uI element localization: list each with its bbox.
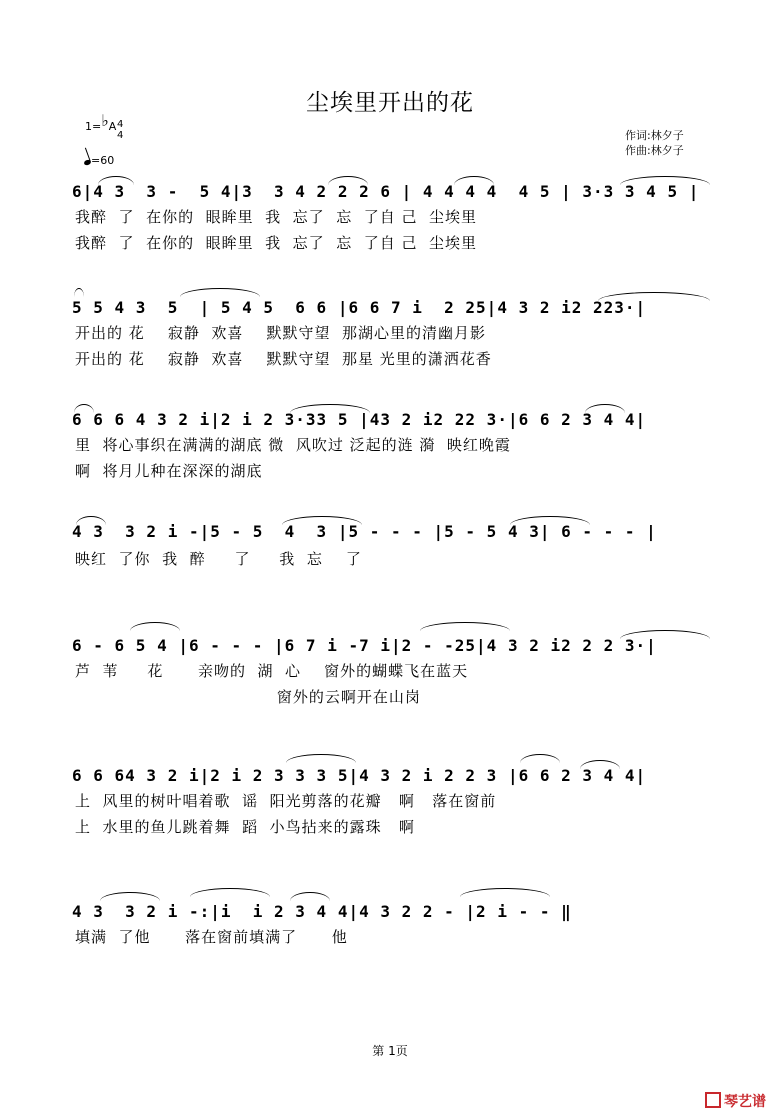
notation-line: 4 3 3 2 i -:|i i 2 3 4 4|4 3 2 2 - |2 i - - ‖: [72, 902, 572, 921]
composer: 作曲:林夕子: [625, 144, 684, 157]
notation-line: 6 6 64 3 2 i|2 i 2 3 3 3 5|4 3 2 i 2 2 3 |6 6 2 3 4 4|: [72, 766, 647, 785]
lyric-line: 开出的 花 寂静 欢喜 默默守望 那湖心里的清幽月影: [75, 324, 486, 342]
flat-symbol: ♭: [101, 111, 109, 130]
logo-icon: [705, 1092, 721, 1108]
notation-line: 6 - 6 5 4 |6 - - - |6 7 i -7 i|2 - -25|4 3 2 i2 2 2 3·|: [72, 636, 657, 655]
tempo-value: =60: [91, 154, 115, 167]
tempo-marking: [84, 154, 114, 167]
lyric-line: 映红 了你 我 醉 了 我 忘 了: [75, 550, 362, 568]
lyric-line: 我醉 了 在你的 眼眸里 我 忘了 忘 了自 己 尘埃里: [75, 208, 478, 226]
lyric-line: 里 将心事织在满满的湖底 微 风吹过 泛起的涟 漪 映红晚霞: [75, 436, 511, 454]
time-bottom: 4: [117, 130, 124, 141]
lyric-line: 啊 将月儿种在深深的湖底: [75, 462, 263, 480]
notation-line: 5 5 4 3 5 | 5 4 5 6 6 |6 6 7 i 2 25|4 3 2 i2 223·|: [72, 298, 647, 317]
time-top: 4: [117, 119, 124, 130]
notation-line: 4 3 3 2 i -|5 - 5 4 3 |5 - - - |5 - 5 4 3| 6 - - - |: [72, 522, 657, 541]
credits: [625, 128, 684, 158]
page-number: 第 1页: [372, 1044, 408, 1058]
lyric-line: 上 水里的鱼儿跳着舞 蹈 小鸟拈来的露珠 啊: [75, 818, 415, 836]
notation-line: 6|4 3 3 - 5 4|3 3 4 2 2 2 6 | 4 4 4 4 4 5 | 3·3 3 4 5 |: [72, 182, 700, 201]
lyric-line: 开出的 花 寂静 欢喜 默默守望 那星 光里的潇洒花香: [75, 350, 492, 368]
lyric-line: 我醉 了 在你的 眼眸里 我 忘了 忘 了自 己 尘埃里: [75, 234, 478, 252]
lyricist: 作词:林夕子: [625, 129, 684, 142]
lyric-line: 窗外的云啊开在山岗: [75, 688, 421, 706]
lyric-line: 填满 了他 落在窗前填满了 他: [75, 928, 348, 946]
site-logo: [705, 1090, 766, 1111]
key-letter: A: [108, 120, 117, 133]
key-label: 1=: [85, 120, 102, 133]
key-signature: [85, 111, 117, 133]
logo-text: 琴艺谱: [724, 1094, 766, 1110]
song-title: 尘埃里开出的花: [306, 90, 474, 116]
lyric-line: 芦 苇 花 亲吻的 湖 心 窗外的蝴蝶飞在蓝天: [75, 662, 469, 680]
time-signature: [117, 119, 123, 141]
notation-line: 6 6 6 4 3 2 i|2 i 2 3·33 5 |43 2 i2 22 3·|6 6 2 3 4 4|: [72, 410, 647, 429]
lyric-line: 上 风里的树叶唱着歌 谣 阳光剪落的花瓣 啊 落在窗前: [75, 792, 497, 810]
